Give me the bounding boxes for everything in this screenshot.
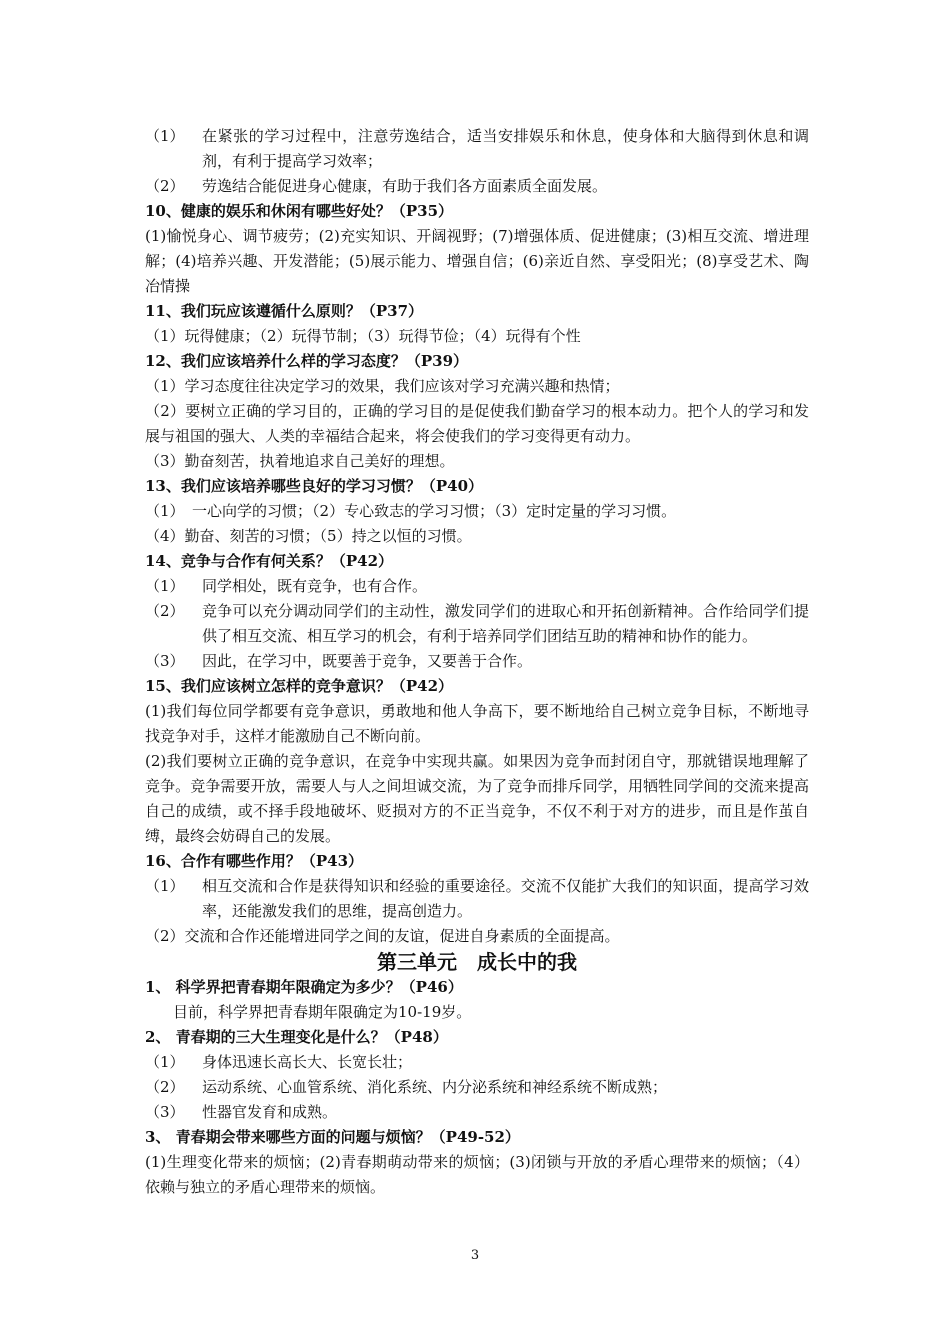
- text-line: （1） 一心向学的习惯；（2）专心致志的学习习惯；（3）定时定量的学习习惯。: [145, 502, 677, 520]
- item-text: 身体迅速长高长大、长宽长壮；: [202, 1053, 413, 1071]
- numbered-item: [145, 1050, 809, 1075]
- question-heading: 1、 科学界把青春期年限确定为多少？（P46）: [145, 978, 463, 996]
- paragraph: (1)愉悦身心、调节疲劳；(2)充实知识、开阔视野；(7)增强体质、促进健康；(3)相互交流、增进理解；(4)培养兴趣、开发潜能；(5)展示能力、增强自信；(6)亲近自然、享受阳光；(8)享受艺术、陶冶情操: [145, 227, 809, 295]
- numbered-item: [145, 1075, 809, 1100]
- question-heading: 13、我们应该培养哪些良好的学习习惯？（P40）: [145, 477, 484, 495]
- numbered-item: [145, 174, 809, 199]
- numbered-item: [145, 649, 809, 674]
- question-heading: 10、健康的娱乐和休闲有哪些好处？（P35）: [145, 202, 454, 220]
- item-text: 性器官发育和成熟。: [202, 1103, 338, 1121]
- numbered-item: [145, 599, 809, 649]
- text-line: （1）学习态度往往决定学习的效果，我们应该对学习充满兴趣和热情；: [145, 377, 620, 395]
- item-number: （1）: [145, 577, 185, 595]
- item-text: 运动系统、心血管系统、消化系统、内分泌系统和神经系统不断成熟；: [202, 1078, 668, 1096]
- numbered-item: [145, 574, 809, 599]
- question-heading: 3、 青春期会带来哪些方面的问题与烦恼？（P49-52）: [145, 1128, 520, 1146]
- item-text: 因此，在学习中，既要善于竞争，又要善于合作。: [202, 652, 533, 670]
- question-heading: 2、 青春期的三大生理变化是什么？（P48）: [145, 1028, 448, 1046]
- indented-paragraph: 目前，科学界把青春期年限确定为10-19岁。: [173, 1003, 472, 1021]
- unit-title: 第三单元 成长中的我: [377, 950, 577, 974]
- text-line: （1）玩得健康；（2）玩得节制；（3）玩得节俭；（4）玩得有个性: [145, 327, 581, 345]
- item-number: （1）: [145, 1053, 185, 1071]
- page-number: 3: [470, 1248, 480, 1263]
- item-number: （2）: [145, 177, 185, 195]
- paragraph: （2）要树立正确的学习目的，正确的学习目的是促使我们勤奋学习的根本动力。把个人的学习和发展与祖国的强大、人类的幸福结合起来，将会使我们的学习变得更有动力。: [145, 402, 809, 445]
- text-line: （4）勤奋、刻苦的习惯；（5）持之以恒的习惯。: [145, 527, 472, 545]
- item-number: （1）: [145, 877, 185, 895]
- paragraph: (1)我们每位同学都要有竞争意识，勇敢地和他人争高下，要不断地给自己树立竞争目标，不断地寻找竞争对手，这样才能激励自己不断向前。: [145, 702, 809, 745]
- question-heading: 14、竞争与合作有何关系？（P42）: [145, 552, 394, 570]
- item-text: 劳逸结合能促进身心健康，有助于我们各方面素质全面发展。: [202, 177, 608, 195]
- item-number: （3）: [145, 1103, 185, 1121]
- numbered-item: [145, 874, 809, 924]
- item-text: 竞争可以充分调动同学们的主动性，激发同学们的进取心和开拓创新精神。合作给同学们提供了相互交流、相互学习的机会，有利于培养同学们团结互助的精神和协作的能力。: [202, 602, 809, 645]
- item-number: （1）: [145, 127, 185, 145]
- text-line: （2）交流和合作还能增进同学之间的友谊，促进自身素质的全面提高。: [145, 927, 620, 945]
- question-heading: 15、我们应该树立怎样的竞争意识？（P42）: [145, 677, 454, 695]
- item-number: （3）: [145, 652, 185, 670]
- text-line: （3）勤奋刻苦，执着地追求自己美好的理想。: [145, 452, 455, 470]
- paragraph: (2)我们要树立正确的竞争意识，在竞争中实现共赢。如果因为竞争而封闭自守，那就错误地理解了竞争。竞争需要开放，需要人与人之间坦诚交流，为了竞争而排斥同学，用牺牲同学间的交流来提高自己的成绩，或不择手段地破坏、贬损对方的不正当竞争，不仅不利于对方的进步，而且是作茧自缚，最终会妨碍自己的发展。: [145, 752, 809, 845]
- paragraph: (1)生理变化带来的烦恼；(2)青春期萌动带来的烦恼；(3)闭锁与开放的矛盾心理带来的烦恼；（4）依赖与独立的矛盾心理带来的烦恼。: [145, 1153, 809, 1196]
- question-heading: 16、合作有哪些作用？（P43）: [145, 852, 364, 870]
- item-text: 在紧张的学习过程中，注意劳逸结合，适当安排娱乐和休息，使身体和大脑得到休息和调剂，有利于提高学习效率；: [202, 127, 809, 170]
- numbered-item: [145, 1100, 809, 1125]
- question-heading: 12、我们应该培养什么样的学习态度？（P39）: [145, 352, 469, 370]
- item-number: （2）: [145, 1078, 185, 1096]
- question-heading: 11、我们玩应该遵循什么原则？（P37）: [145, 302, 424, 320]
- item-text: 同学相处，既有竞争，也有合作。: [202, 577, 428, 595]
- numbered-item: [145, 124, 809, 174]
- item-text: 相互交流和合作是获得知识和经验的重要途径。交流不仅能扩大我们的知识面，提高学习效率，还能激发我们的思维，提高创造力。: [202, 877, 809, 920]
- item-number: （2）: [145, 602, 185, 620]
- page-content: [145, 124, 809, 1200]
